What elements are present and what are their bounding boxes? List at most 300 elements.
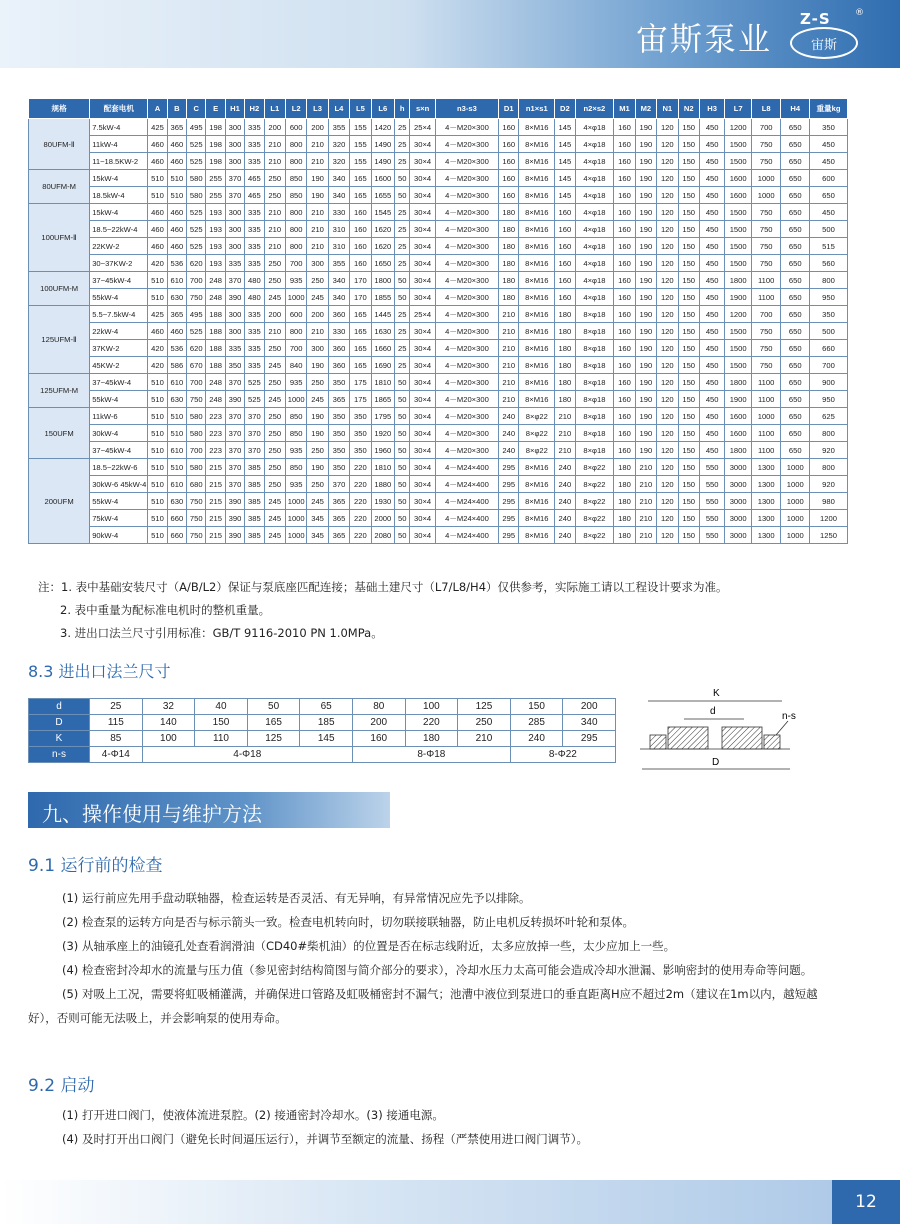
spec-value-cell: 450 (699, 187, 724, 204)
spec-header-cell: s×n (410, 99, 435, 119)
spec-row (29, 425, 848, 442)
spec-value-cell: 1650 (371, 255, 394, 272)
spec-value-cell: 215 (206, 493, 225, 510)
spec-value-cell: 750 (187, 391, 206, 408)
spec-value-cell: 660 (810, 340, 848, 357)
flange-cell: 100 (405, 699, 458, 715)
spec-value-cell: 300 (225, 204, 244, 221)
spec-value-cell: 510 (167, 408, 186, 425)
spec-value-cell: 4－M24×400 (435, 527, 498, 544)
spec-header-cell: L3 (307, 99, 328, 119)
spec-value-cell: 450 (699, 289, 724, 306)
spec-value-cell: 4×φ18 (575, 119, 614, 136)
spec-value-cell: 190 (307, 170, 328, 187)
spec-value-cell: 390 (225, 510, 244, 527)
spec-value-cell: 190 (635, 204, 656, 221)
start-item-2: (4) 及时打开出口阀门（避免长时间逼压运行），并调节至额定的流量、扬程（严禁使用进口阀门调节）。 (62, 1132, 588, 1146)
spec-header-cell: L8 (751, 99, 781, 119)
spec-value-cell: 370 (225, 476, 244, 493)
spec-value-cell: 190 (307, 425, 328, 442)
spec-value-cell: 160 (614, 425, 635, 442)
spec-value-cell: 4×φ18 (575, 153, 614, 170)
spec-value-cell: 1800 (371, 272, 394, 289)
spec-value-cell: 320 (328, 153, 349, 170)
spec-value-cell: 145 (555, 136, 575, 153)
spec-value-cell: 120 (657, 204, 678, 221)
spec-value-cell: 4×φ18 (575, 170, 614, 187)
spec-value-cell: 3000 (725, 510, 752, 527)
spec-value-cell: 370 (225, 459, 244, 476)
spec-value-cell: 120 (657, 238, 678, 255)
spec-value-cell: 50 (395, 510, 410, 527)
spec-value-cell: 650 (781, 153, 810, 170)
spec-value-cell: 750 (751, 238, 781, 255)
spec-value-cell: 150 (678, 255, 699, 272)
spec-value-cell: 420 (148, 255, 167, 272)
flange-cell: 100 (142, 731, 195, 747)
spec-value-cell: 680 (187, 476, 206, 493)
spec-value-cell: 198 (206, 119, 225, 136)
spec-value-cell: 220 (350, 493, 371, 510)
spec-value-cell: 190 (307, 187, 328, 204)
spec-value-cell: 4×φ18 (575, 136, 614, 153)
spec-value-cell: 460 (167, 323, 186, 340)
spec-value-cell: 160 (614, 391, 635, 408)
spec-value-cell: 210 (499, 323, 519, 340)
spec-value-cell: 370 (225, 272, 244, 289)
spec-value-cell: 4－M20×300 (435, 170, 498, 187)
spec-value-cell: 160 (499, 187, 519, 204)
spec-value-cell: 180 (555, 391, 575, 408)
spec-value-cell: 335 (245, 136, 264, 153)
spec-value-cell: 335 (245, 357, 264, 374)
spec-value-cell: 4－M24×400 (435, 510, 498, 527)
spec-value-cell: 495 (187, 306, 206, 323)
spec-value-cell: 1250 (810, 527, 848, 544)
spec-value-cell: 660 (167, 510, 186, 527)
spec-value-cell: 580 (187, 170, 206, 187)
spec-value-cell: 250 (264, 255, 285, 272)
spec-value-cell: 30×4 (410, 340, 435, 357)
spec-value-cell: 50 (395, 187, 410, 204)
spec-value-cell: 365 (167, 119, 186, 136)
spec-value-cell: 335 (225, 255, 244, 272)
spec-value-cell: 25 (395, 119, 410, 136)
spec-value-cell: 50 (395, 272, 410, 289)
spec-value-cell: 165 (350, 170, 371, 187)
spec-value-cell: 525 (187, 323, 206, 340)
spec-value-cell: 1500 (725, 221, 752, 238)
spec-value-cell: 1900 (725, 391, 752, 408)
spec-value-cell: 700 (187, 272, 206, 289)
spec-value-cell: 350 (350, 442, 371, 459)
spec-value-cell: 300 (225, 119, 244, 136)
spec-header-cell: C (187, 99, 206, 119)
spec-value-cell: 25×4 (410, 119, 435, 136)
spec-value-cell: 750 (751, 136, 781, 153)
spec-value-cell: 190 (635, 255, 656, 272)
spec-value-cell: 50 (395, 289, 410, 306)
spec-value-cell: 525 (187, 136, 206, 153)
spec-motor-cell: 30kW-4 (90, 425, 148, 442)
spec-value-cell: 335 (245, 153, 264, 170)
spec-value-cell: 120 (657, 476, 678, 493)
spec-row (29, 153, 848, 170)
spec-value-cell: 220 (350, 527, 371, 544)
spec-value-cell: 160 (614, 119, 635, 136)
spec-value-cell: 650 (781, 272, 810, 289)
check-item-2: (2) 检查泵的运转方向是否与标示箭头一致。检查电机转向时，切勿联接联轴器，防止电机反转损坏叶轮和泵体。 (62, 915, 634, 929)
spec-value-cell: 150 (678, 340, 699, 357)
spec-model-cell: 125UFM-Ⅱ (29, 306, 90, 374)
spec-header-cell: H4 (781, 99, 810, 119)
spec-value-cell: 300 (225, 221, 244, 238)
spec-value-cell: 700 (810, 357, 848, 374)
spec-value-cell: 4×φ18 (575, 187, 614, 204)
spec-value-cell: 223 (206, 425, 225, 442)
spec-value-cell: 8×M16 (519, 306, 555, 323)
spec-value-cell: 210 (264, 323, 285, 340)
spec-value-cell: 1800 (725, 272, 752, 289)
spec-header-cell: L5 (350, 99, 371, 119)
spec-motor-cell: 55kW-4 (90, 289, 148, 306)
spec-value-cell: 210 (555, 425, 575, 442)
spec-value-cell: 1000 (751, 187, 781, 204)
spec-value-cell: 175 (350, 391, 371, 408)
spec-value-cell: 190 (635, 306, 656, 323)
spec-value-cell: 460 (167, 238, 186, 255)
spec-value-cell: 1100 (751, 391, 781, 408)
spec-value-cell: 250 (264, 170, 285, 187)
spec-value-cell: 1500 (725, 357, 752, 374)
spec-value-cell: 450 (699, 425, 724, 442)
flange-cell: 340 (563, 715, 616, 731)
spec-value-cell: 248 (206, 374, 225, 391)
spec-value-cell: 425 (148, 119, 167, 136)
spec-value-cell: 1800 (725, 442, 752, 459)
spec-value-cell: 120 (657, 323, 678, 340)
spec-value-cell: 295 (499, 476, 519, 493)
registered-mark: ® (855, 8, 864, 18)
spec-value-cell: 193 (206, 221, 225, 238)
spec-value-cell: 3000 (725, 493, 752, 510)
spec-value-cell: 120 (657, 255, 678, 272)
spec-value-cell: 170 (350, 272, 371, 289)
spec-value-cell: 160 (614, 221, 635, 238)
spec-value-cell: 450 (699, 306, 724, 323)
spec-value-cell: 245 (264, 527, 285, 544)
spec-value-cell: 1630 (371, 323, 394, 340)
spec-value-cell: 180 (614, 510, 635, 527)
spec-value-cell: 450 (699, 221, 724, 238)
spec-value-cell: 180 (555, 374, 575, 391)
spec-value-cell: 8×φ18 (575, 408, 614, 425)
spec-value-cell: 460 (148, 323, 167, 340)
spec-value-cell: 450 (810, 153, 848, 170)
spec-value-cell: 450 (699, 374, 724, 391)
spec-header-cell: h (395, 99, 410, 119)
spec-value-cell: 360 (328, 306, 349, 323)
spec-value-cell: 120 (657, 136, 678, 153)
spec-value-cell: 8×M16 (519, 340, 555, 357)
spec-value-cell: 255 (206, 170, 225, 187)
spec-value-cell: 510 (148, 272, 167, 289)
spec-value-cell: 145 (555, 187, 575, 204)
spec-value-cell: 150 (678, 289, 699, 306)
spec-value-cell: 4－M20×300 (435, 272, 498, 289)
spec-value-cell: 250 (264, 408, 285, 425)
flange-cell: 250 (458, 715, 511, 731)
spec-value-cell: 190 (635, 119, 656, 136)
spec-value-cell: 1000 (781, 527, 810, 544)
spec-value-cell: 1445 (371, 306, 394, 323)
spec-value-cell: 4－M20×300 (435, 238, 498, 255)
spec-value-cell: 650 (781, 170, 810, 187)
spec-value-cell: 4－M20×300 (435, 187, 498, 204)
spec-value-cell: 650 (781, 391, 810, 408)
spec-value-cell: 750 (751, 153, 781, 170)
spec-value-cell: 390 (225, 289, 244, 306)
flange-cell: 180 (405, 731, 458, 747)
spec-value-cell: 150 (678, 323, 699, 340)
spec-value-cell: 370 (245, 425, 264, 442)
spec-value-cell: 460 (167, 153, 186, 170)
spec-value-cell: 250 (264, 374, 285, 391)
spec-value-cell: 450 (699, 340, 724, 357)
spec-value-cell: 30×4 (410, 459, 435, 476)
spec-value-cell: 30×4 (410, 374, 435, 391)
spec-value-cell: 1300 (751, 527, 781, 544)
spec-value-cell: 300 (225, 306, 244, 323)
spec-value-cell: 248 (206, 272, 225, 289)
spec-value-cell: 610 (167, 374, 186, 391)
spec-header-cell: N1 (657, 99, 678, 119)
spec-value-cell: 1500 (725, 340, 752, 357)
spec-value-cell: 630 (167, 289, 186, 306)
flange-cell: 200 (563, 699, 616, 715)
spec-value-cell: 335 (245, 255, 264, 272)
spec-value-cell: 190 (635, 221, 656, 238)
spec-value-cell: 460 (148, 204, 167, 221)
spec-value-cell: 30×4 (410, 272, 435, 289)
spec-value-cell: 750 (187, 527, 206, 544)
spec-value-cell: 920 (810, 442, 848, 459)
spec-value-cell: 200 (264, 119, 285, 136)
spec-value-cell: 4－M24×400 (435, 493, 498, 510)
spec-value-cell: 160 (614, 357, 635, 374)
spec-row (29, 408, 848, 425)
spec-value-cell: 1500 (725, 204, 752, 221)
spec-value-cell: 120 (657, 527, 678, 544)
spec-value-cell: 950 (810, 391, 848, 408)
spec-header-cell: 重量kg (810, 99, 848, 119)
spec-header-row (29, 99, 848, 119)
spec-value-cell: 510 (167, 187, 186, 204)
spec-value-cell: 3000 (725, 527, 752, 544)
label-d: d (710, 706, 716, 717)
spec-value-cell: 460 (148, 153, 167, 170)
spec-value-cell: 750 (751, 357, 781, 374)
spec-value-cell: 160 (614, 170, 635, 187)
flange-row-K (29, 731, 616, 747)
spec-value-cell: 335 (245, 323, 264, 340)
spec-value-cell: 1600 (725, 170, 752, 187)
spec-value-cell: 30×4 (410, 442, 435, 459)
spec-value-cell: 150 (678, 357, 699, 374)
spec-value-cell: 370 (245, 408, 264, 425)
spec-value-cell: 460 (148, 221, 167, 238)
spec-value-cell: 190 (307, 357, 328, 374)
spec-value-cell: 580 (187, 408, 206, 425)
spec-value-cell: 150 (678, 442, 699, 459)
spec-value-cell: 650 (781, 323, 810, 340)
spec-header-cell: M1 (614, 99, 635, 119)
spec-value-cell: 335 (245, 204, 264, 221)
spec-value-cell: 1000 (285, 527, 306, 544)
spec-value-cell: 180 (499, 204, 519, 221)
flange-cell: 25 (90, 699, 143, 715)
spec-value-cell: 750 (751, 204, 781, 221)
flange-cell: 210 (458, 731, 511, 747)
spec-value-cell: 160 (499, 153, 519, 170)
spec-value-cell: 8×φ18 (575, 374, 614, 391)
spec-value-cell: 160 (614, 204, 635, 221)
spec-value-cell: 350 (350, 425, 371, 442)
spec-value-cell: 248 (206, 289, 225, 306)
spec-header-cell: H1 (225, 99, 244, 119)
flange-label-K: K (29, 731, 90, 747)
spec-value-cell: 650 (781, 238, 810, 255)
page-footer (0, 1180, 900, 1224)
spec-value-cell: 650 (781, 306, 810, 323)
spec-value-cell: 4－M20×300 (435, 340, 498, 357)
spec-value-cell: 510 (167, 425, 186, 442)
spec-value-cell: 450 (699, 204, 724, 221)
spec-value-cell: 150 (678, 425, 699, 442)
spec-value-cell: 190 (635, 391, 656, 408)
spec-value-cell: 550 (699, 476, 724, 493)
spec-value-cell: 750 (187, 493, 206, 510)
spec-value-cell: 4×φ18 (575, 238, 614, 255)
spec-value-cell: 800 (810, 459, 848, 476)
spec-row (29, 289, 848, 306)
spec-value-cell: 3000 (725, 476, 752, 493)
spec-value-cell: 350 (328, 459, 349, 476)
spec-value-cell: 220 (350, 459, 371, 476)
spec-value-cell: 165 (350, 187, 371, 204)
spec-value-cell: 335 (245, 238, 264, 255)
spec-value-cell: 30×4 (410, 221, 435, 238)
spec-value-cell: 30×4 (410, 323, 435, 340)
spec-value-cell: 8×M16 (519, 374, 555, 391)
flange-ns-cell: 4-Φ18 (142, 747, 352, 763)
spec-value-cell: 450 (699, 442, 724, 459)
spec-row (29, 357, 848, 374)
spec-value-cell: 250 (264, 459, 285, 476)
spec-value-cell: 160 (350, 238, 371, 255)
spec-motor-cell: 75kW-4 (90, 510, 148, 527)
spec-value-cell: 650 (781, 340, 810, 357)
spec-value-cell: 30×4 (410, 357, 435, 374)
spec-value-cell: 245 (264, 289, 285, 306)
spec-value-cell: 210 (264, 221, 285, 238)
spec-value-cell: 160 (614, 306, 635, 323)
spec-value-cell: 250 (264, 340, 285, 357)
spec-value-cell: 120 (657, 459, 678, 476)
spec-value-cell: 30×4 (410, 493, 435, 510)
spec-value-cell: 510 (148, 170, 167, 187)
spec-value-cell: 1600 (725, 187, 752, 204)
spec-value-cell: 8×φ22 (575, 527, 614, 544)
spec-value-cell: 800 (285, 204, 306, 221)
spec-value-cell: 335 (245, 119, 264, 136)
spec-value-cell: 750 (187, 289, 206, 306)
spec-value-cell: 1300 (751, 459, 781, 476)
flange-cell: 185 (300, 715, 353, 731)
spec-value-cell: 1490 (371, 136, 394, 153)
spec-motor-cell: 37~45kW-4 (90, 442, 148, 459)
spec-value-cell: 335 (245, 306, 264, 323)
spec-value-cell: 210 (635, 527, 656, 544)
spec-motor-cell: 55kW-4 (90, 493, 148, 510)
spec-value-cell: 8×M16 (519, 493, 555, 510)
spec-value-cell: 8×M16 (519, 289, 555, 306)
spec-value-cell: 350 (328, 425, 349, 442)
spec-value-cell: 8×M16 (519, 187, 555, 204)
spec-value-cell: 190 (635, 187, 656, 204)
spec-value-cell: 700 (187, 374, 206, 391)
flange-ns-cell: 8-Φ18 (352, 747, 510, 763)
spec-value-cell: 850 (285, 459, 306, 476)
spec-value-cell: 4－M20×300 (435, 289, 498, 306)
spec-value-cell: 335 (245, 221, 264, 238)
spec-model-cell: 80UFM-M (29, 170, 90, 204)
spec-value-cell: 480 (245, 289, 264, 306)
spec-value-cell: 8×φ18 (575, 357, 614, 374)
flange-cell: 160 (352, 731, 405, 747)
spec-value-cell: 175 (350, 374, 371, 391)
spec-value-cell: 525 (245, 374, 264, 391)
spec-value-cell: 340 (328, 289, 349, 306)
spec-model-cell: 100UFM-Ⅱ (29, 204, 90, 272)
spec-value-cell: 210 (307, 136, 328, 153)
spec-value-cell: 4－M24×400 (435, 459, 498, 476)
spec-value-cell: 1000 (781, 476, 810, 493)
spec-value-cell: 160 (614, 272, 635, 289)
spec-value-cell: 450 (699, 238, 724, 255)
spec-value-cell: 30×4 (410, 425, 435, 442)
note-3: 3. 进出口法兰尺寸引用标准：GB/T 9116-2010 PN 1.0MPa。 (60, 626, 383, 640)
spec-value-cell: 180 (555, 340, 575, 357)
spec-model-cell: 125UFM-M (29, 374, 90, 408)
spec-value-cell: 800 (285, 136, 306, 153)
spec-value-cell: 165 (350, 323, 371, 340)
spec-value-cell: 1810 (371, 374, 394, 391)
spec-value-cell: 198 (206, 153, 225, 170)
spec-value-cell: 8×φ22 (519, 442, 555, 459)
spec-value-cell: 450 (699, 119, 724, 136)
spec-value-cell: 295 (499, 459, 519, 476)
spec-value-cell: 350 (225, 357, 244, 374)
spec-value-cell: 610 (167, 272, 186, 289)
spec-value-cell: 4－M20×300 (435, 442, 498, 459)
spec-value-cell: 210 (499, 306, 519, 323)
spec-motor-cell: 45KW-2 (90, 357, 148, 374)
spec-value-cell: 25 (395, 340, 410, 357)
spec-value-cell: 385 (245, 510, 264, 527)
flange-cell: 140 (142, 715, 195, 731)
spec-value-cell: 4－M24×400 (435, 476, 498, 493)
